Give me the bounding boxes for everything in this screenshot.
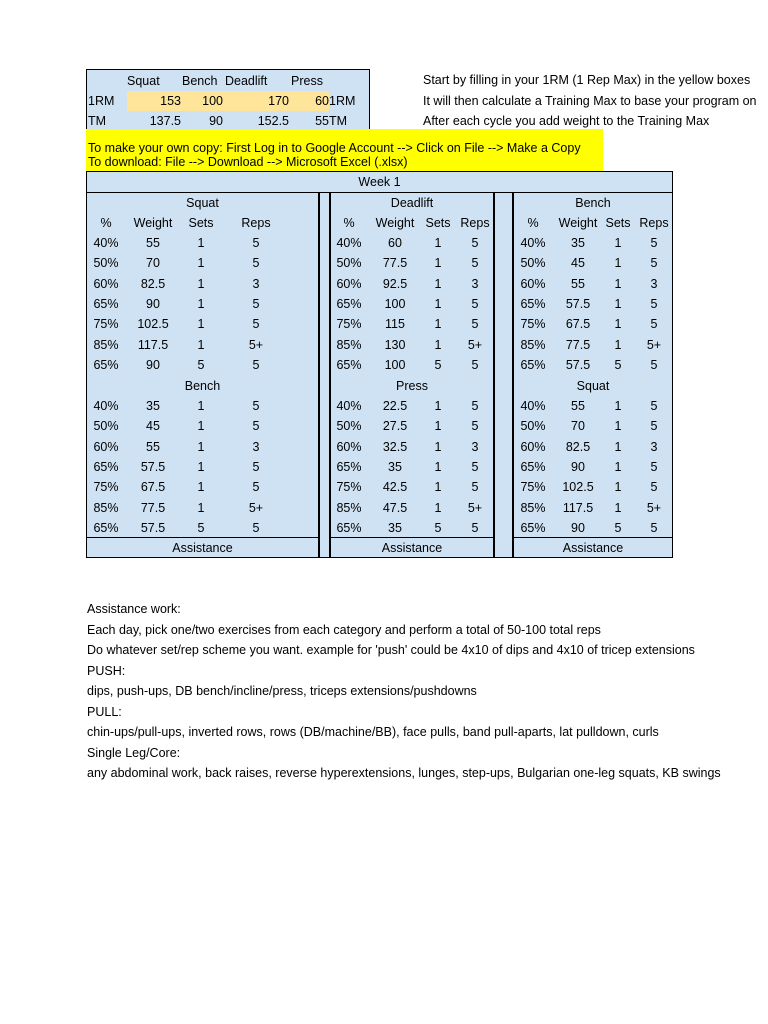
info-line: After each cycle you add weight to the Training Max [423, 114, 710, 128]
set-cell: 115 [385, 317, 405, 332]
column-header: Weight [375, 216, 415, 230]
set-cell: 1 [434, 276, 442, 291]
set-cell: 1 [197, 459, 205, 474]
set-cell: 50% [336, 419, 362, 434]
set-cell: 65% [336, 520, 362, 535]
set-cell: 1 [614, 439, 622, 454]
column-header: Reps [639, 216, 669, 230]
rm-header-deadlift: Deadlift [225, 74, 268, 88]
set-cell: 65% [336, 296, 362, 311]
set-cell: 75% [93, 480, 119, 495]
column-header: % [527, 216, 539, 230]
set-cell: 5 [252, 459, 260, 474]
set-cell: 55 [571, 399, 585, 413]
tm-deadlift-value: 152.5 [257, 114, 289, 128]
lift-name: Deadlift [390, 196, 434, 210]
set-cell: 60% [336, 276, 362, 291]
column-header: Weight [133, 216, 173, 230]
lift-name: Bench [184, 379, 221, 393]
set-cell: 5 [252, 419, 260, 434]
set-cell: 3 [252, 439, 260, 454]
set-cell: 65% [93, 520, 119, 535]
column-header: Sets [425, 216, 451, 230]
set-cell: 117.5 [137, 337, 169, 352]
set-cell: 5+ [248, 500, 264, 515]
set-cell: 5 [650, 480, 658, 495]
set-cell: 45 [571, 256, 585, 271]
notes-line: Do whatever set/rep scheme you want. example for 'push' could be 4x10 of dips and 4x10 of tricep extensions [87, 643, 695, 657]
set-cell: 5 [252, 236, 260, 250]
set-cell: 1 [434, 459, 442, 474]
info-line: Start by filling in your 1RM (1 Rep Max) in the yellow boxes [423, 73, 751, 87]
set-cell: 65% [520, 459, 546, 474]
set-cell: 5 [252, 256, 260, 271]
set-cell: 55 [571, 276, 585, 291]
lift-name: Bench [575, 196, 611, 210]
set-cell: 60% [93, 276, 119, 291]
set-cell: 22.5 [382, 399, 408, 413]
notes-line: Assistance work: [87, 602, 181, 616]
set-cell: 65% [336, 459, 362, 474]
set-cell: 5+ [646, 337, 662, 352]
tm-squat-value: 137.5 [149, 114, 181, 128]
set-cell: 75% [520, 317, 546, 332]
set-cell: 1 [614, 317, 622, 332]
set-cell: 1 [434, 236, 442, 250]
info-line: It will then calculate a Training Max to base your program on [423, 94, 757, 108]
set-cell: 55 [146, 439, 160, 454]
set-cell: 45 [146, 419, 160, 434]
set-cell: 5 [434, 520, 442, 535]
set-cell: 1 [434, 419, 442, 434]
assistance-label: Assistance [381, 541, 443, 555]
set-cell: 3 [471, 439, 479, 454]
set-cell: 3 [471, 276, 479, 291]
set-cell: 1 [614, 480, 622, 495]
rm-press-input[interactable]: 60 [315, 94, 329, 108]
week-title: Week 1 [358, 175, 401, 189]
set-cell: 1 [197, 296, 205, 311]
set-cell: 67.5 [565, 317, 591, 332]
set-cell: 1 [197, 500, 205, 515]
notes-line: any abdominal work, back raises, reverse hyperextensions, lunges, step-ups, Bulgarian one-leg squats, KB swings [87, 766, 721, 780]
set-cell: 60% [336, 439, 362, 454]
set-cell: 60% [520, 439, 546, 454]
assistance-label: Assistance [562, 541, 624, 555]
set-cell: 57.5 [140, 459, 166, 474]
notes-line: dips, push-ups, DB bench/incline/press, triceps extensions/pushdowns [87, 684, 477, 698]
set-cell: 40% [520, 399, 546, 413]
column-header: Reps [460, 216, 490, 230]
set-cell: 50% [93, 419, 119, 434]
lift-name: Squat [186, 196, 219, 210]
notes-line: PULL: [87, 704, 122, 719]
rm-row-label: 1RM [88, 94, 115, 108]
set-cell: 1 [614, 337, 622, 352]
set-cell: 5 [252, 520, 260, 535]
set-cell: 82.5 [565, 439, 591, 454]
notes-line: chin-ups/pull-ups, inverted rows, rows (DB/machine/BB), face pulls, band pull-aparts, lat pulldown, curls [87, 725, 659, 739]
set-cell: 3 [252, 276, 260, 291]
set-cell: 50% [93, 256, 119, 271]
set-cell: 77.5 [382, 256, 408, 271]
set-cell: 40% [93, 399, 119, 413]
set-cell: 1 [614, 256, 622, 271]
set-cell: 1 [197, 317, 205, 332]
set-cell: 90 [571, 459, 585, 474]
set-cell: 40% [93, 236, 119, 250]
set-cell: 60% [93, 439, 119, 454]
set-cell: 85% [520, 337, 546, 352]
set-cell: 5 [197, 357, 205, 372]
column-header: % [100, 216, 112, 230]
set-cell: 5+ [248, 337, 264, 352]
set-cell: 5+ [467, 500, 483, 515]
set-cell: 1 [614, 236, 622, 250]
set-cell: 5 [614, 520, 622, 535]
set-cell: 1 [434, 256, 442, 271]
set-cell: 3 [650, 276, 658, 291]
set-cell: 1 [197, 337, 205, 352]
set-cell: 5 [650, 399, 658, 413]
set-cell: 40% [336, 236, 362, 250]
set-cell: 1 [434, 296, 442, 311]
one-rep-max-table [86, 69, 370, 132]
set-cell: 1 [197, 480, 205, 495]
set-cell: 1 [434, 399, 442, 413]
set-cell: 1 [614, 296, 622, 311]
set-cell: 117.5 [562, 500, 594, 515]
set-cell: 5 [252, 480, 260, 495]
set-cell: 5 [650, 459, 658, 474]
set-cell: 5 [471, 419, 479, 434]
set-cell: 5 [471, 236, 479, 250]
set-cell: 5 [252, 317, 260, 332]
set-cell: 5 [471, 399, 479, 413]
rm-deadlift-input[interactable]: 170 [268, 94, 289, 108]
set-cell: 100 [384, 357, 406, 372]
rm-header-press: Press [291, 74, 323, 88]
set-cell: 67.5 [140, 480, 166, 495]
rm-header-squat: Squat [127, 74, 160, 88]
lift-name: Press [396, 379, 428, 393]
set-cell: 1 [614, 459, 622, 474]
tm-row-label: TM [88, 114, 107, 128]
set-cell: 1 [434, 439, 442, 454]
set-cell: 5 [650, 296, 658, 311]
rm-bench-input[interactable]: 100 [202, 94, 223, 108]
set-cell: 35 [388, 459, 402, 474]
set-cell: 32.5 [382, 439, 408, 454]
set-cell: 1 [197, 399, 205, 413]
assistance-label: Assistance [172, 541, 233, 555]
set-cell: 35 [571, 236, 585, 250]
set-cell: 65% [520, 357, 546, 372]
set-cell: 5 [471, 459, 479, 474]
copy-instructions-banner [86, 129, 603, 171]
set-cell: 40% [336, 399, 362, 413]
banner-line-copy: To make your own copy: First Log in to Google Account --> Click on File --> Make a Copy [88, 141, 581, 155]
set-cell: 5 [650, 236, 658, 250]
set-cell: 90 [146, 296, 160, 311]
set-cell: 5 [650, 520, 658, 535]
rm-header-bench: Bench [182, 74, 218, 88]
set-cell: 5 [650, 256, 658, 271]
set-cell: 100 [384, 296, 406, 311]
tm-bench-value: 90 [209, 114, 223, 128]
set-cell: 5 [650, 419, 658, 434]
set-cell: 57.5 [565, 357, 591, 372]
set-cell: 47.5 [382, 500, 408, 515]
set-cell: 5 [252, 399, 260, 413]
set-cell: 5 [614, 357, 622, 372]
set-cell: 82.5 [140, 276, 166, 291]
set-cell: 85% [520, 500, 546, 515]
set-cell: 90 [571, 520, 585, 535]
set-cell: 1 [434, 480, 442, 495]
notes-line: Each day, pick one/two exercises from each category and perform a total of 50-100 total reps [87, 622, 601, 637]
set-cell: 5+ [646, 500, 662, 515]
column-header: Weight [558, 216, 598, 230]
set-cell: 5 [471, 520, 479, 535]
set-cell: 5 [471, 296, 479, 311]
set-cell: 75% [336, 317, 362, 332]
set-cell: 5 [252, 357, 260, 372]
set-cell: 50% [336, 256, 362, 271]
set-cell: 5 [197, 520, 205, 535]
set-cell: 130 [384, 337, 406, 352]
set-cell: 27.5 [382, 419, 408, 434]
set-cell: 70 [146, 256, 160, 271]
set-cell: 57.5 [565, 296, 591, 311]
set-cell: 1 [197, 439, 205, 454]
set-cell: 1 [197, 419, 205, 434]
set-cell: 75% [520, 480, 546, 495]
set-cell: 65% [93, 296, 119, 311]
set-cell: 1 [614, 276, 622, 291]
set-cell: 1 [434, 500, 442, 515]
set-cell: 50% [520, 256, 546, 271]
column-header: % [343, 216, 355, 230]
set-cell: 92.5 [382, 276, 408, 291]
set-cell: 3 [650, 439, 658, 454]
lift-name: Squat [576, 379, 610, 393]
column-header: Reps [241, 216, 271, 230]
set-cell: 77.5 [140, 500, 166, 515]
set-cell: 42.5 [382, 480, 408, 495]
set-cell: 102.5 [137, 317, 169, 332]
notes-line: Single Leg/Core: [87, 745, 181, 760]
set-cell: 57.5 [140, 520, 166, 535]
set-cell: 85% [336, 500, 362, 515]
set-cell: 65% [93, 459, 119, 474]
set-cell: 85% [93, 337, 119, 352]
column-header: Sets [188, 216, 214, 230]
set-cell: 5 [650, 317, 658, 332]
set-cell: 5 [252, 296, 260, 311]
set-cell: 55 [146, 236, 160, 250]
set-cell: 60 [388, 236, 402, 250]
set-cell: 1 [197, 256, 205, 271]
set-cell: 85% [336, 337, 362, 352]
set-cell: 5 [471, 357, 479, 372]
set-cell: 60% [520, 276, 546, 291]
set-cell: 5 [471, 480, 479, 495]
set-cell: 70 [571, 419, 585, 434]
set-cell: 65% [520, 296, 546, 311]
set-cell: 75% [336, 480, 362, 495]
set-cell: 90 [146, 357, 160, 372]
set-cell: 65% [520, 520, 546, 535]
set-cell: 5 [650, 357, 658, 372]
set-cell: 40% [520, 236, 546, 250]
set-cell: 1 [197, 236, 205, 250]
set-cell: 1 [434, 337, 442, 352]
set-cell: 77.5 [565, 337, 591, 352]
rm-row-tail: 1RM [329, 94, 356, 108]
set-cell: 1 [614, 500, 622, 515]
set-cell: 75% [93, 317, 119, 332]
set-cell: 65% [93, 357, 119, 372]
set-cell: 50% [520, 419, 546, 434]
banner-line-download: To download: File --> Download --> Microsoft Excel (.xlsx) [88, 155, 408, 169]
set-cell: 65% [336, 357, 362, 372]
set-cell: 102.5 [562, 480, 594, 495]
set-cell: 1 [434, 317, 442, 332]
tm-row-tail: TM [329, 114, 348, 128]
set-cell: 35 [388, 520, 402, 535]
tm-press-value: 55 [315, 114, 329, 128]
set-cell: 5 [471, 256, 479, 271]
assistance-notes [87, 599, 721, 784]
column-header: Sets [605, 216, 631, 230]
set-cell: 35 [146, 399, 160, 413]
set-cell: 1 [614, 399, 622, 413]
set-cell: 85% [93, 500, 119, 515]
set-cell: 5 [434, 357, 442, 372]
set-cell: 5 [471, 317, 479, 332]
set-cell: 1 [197, 276, 205, 291]
rm-squat-input[interactable]: 153 [160, 94, 181, 108]
notes-line: PUSH: [87, 663, 126, 678]
set-cell: 5+ [467, 337, 483, 352]
set-cell: 1 [614, 419, 622, 434]
